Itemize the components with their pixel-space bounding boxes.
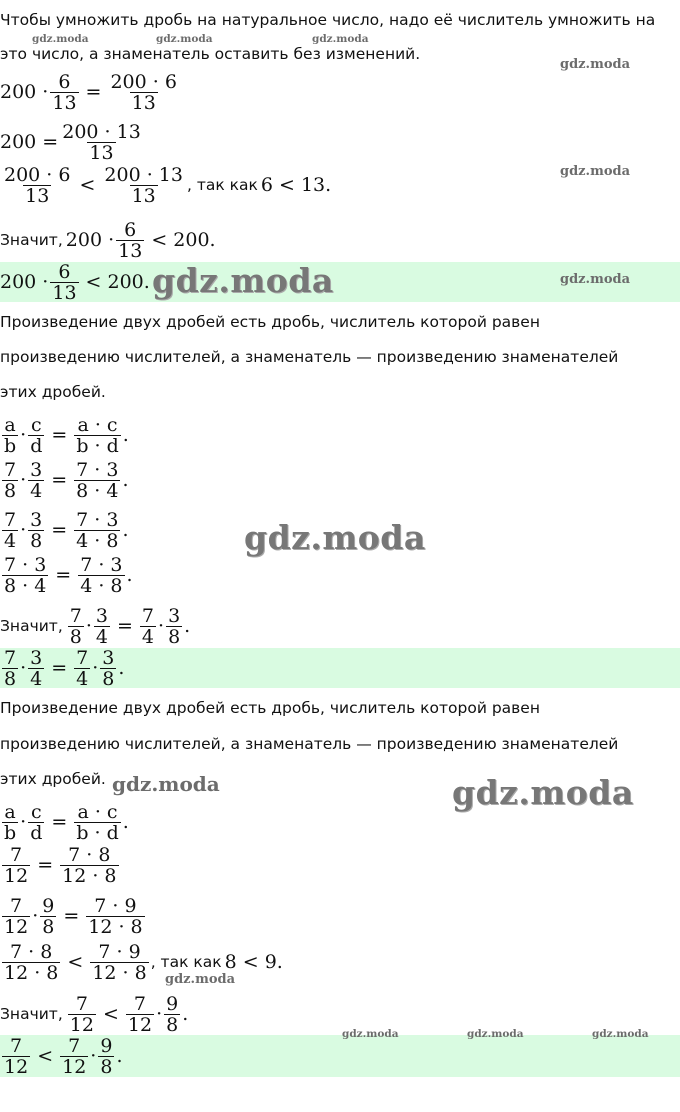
rule-text-line-2: произведению числителей, а знаменатель — произведению знаменателей <box>0 348 619 366</box>
watermark: gdz.moda <box>560 57 631 72</box>
formula-line: $\frac{a}{b}$ · $\frac{c}{d}$ = $\frac{a \cdot c}{b \cdot d}$ . <box>4 800 129 844</box>
answer-line: $\frac{7}{8}$ · $\frac{3}{4}$ = $\frac{7}{4}$ · $\frac{3}{8}$ . <box>4 646 125 690</box>
rule-text-line-3: этих дробей. <box>0 383 106 401</box>
math-line: 200 · $\frac{6}{13}$ = $\frac{200 \cdot 6}{13}$ <box>0 70 177 114</box>
rule-text-line-2: произведению числителей, а знаменатель — произведению знаменателей <box>0 735 619 753</box>
conclusion-line: Значит, $\frac{7}{12}$ < $\frac{7}{12}$ · $\frac{9}{8}$ . <box>0 992 189 1036</box>
math-line: $\frac{7}{4}$ · $\frac{3}{8}$ = $\frac{7 \cdot 3}{4 \cdot 8}$ . <box>4 508 129 552</box>
math-line: $\frac{7 \cdot 3}{8 \cdot 4}$ = $\frac{7 \cdot 3}{4 \cdot 8}$ . <box>4 553 133 597</box>
math-line: 200 = $\frac{200 \cdot 13}{13}$ <box>0 120 141 164</box>
watermark: gdz.moda <box>560 164 631 179</box>
answer-line: 200 · $\frac{6}{13}$ < 200. <box>0 260 150 304</box>
watermark: gdz.moda <box>244 518 426 557</box>
math-line: $\frac{7}{12}$ = $\frac{7 \cdot 8}{12 \cdot 8}$ <box>4 843 117 887</box>
watermark: gdz.moda <box>165 972 236 987</box>
rule-text-line-1: Чтобы умножить дробь на натуральное число, надо её числитель умножить на <box>0 11 656 29</box>
math-line: $\frac{7}{12}$ · $\frac{9}{8}$ = $\frac{7 \cdot 9}{12 \cdot 8}$ <box>4 894 143 938</box>
watermark: gdz.moda <box>112 772 220 796</box>
watermark: gdz.moda <box>560 272 631 287</box>
watermark: gdz.moda <box>312 33 369 45</box>
watermark: gdz.moda <box>156 33 213 45</box>
watermark: gdz.moda <box>467 1028 524 1040</box>
math-line: $\frac{7}{8}$ · $\frac{3}{4}$ = $\frac{7 \cdot 3}{8 \cdot 4}$ . <box>4 458 129 502</box>
conclusion-line: Значит, 200 · $\frac{6}{13}$ < 200. <box>0 218 216 262</box>
rule-text-line-2: это число, а знаменатель оставить без изменений. <box>0 45 421 63</box>
watermark: gdz.moda <box>592 1028 649 1040</box>
formula-line: $\frac{a}{b}$ · $\frac{c}{d}$ = $\frac{a \cdot c}{b \cdot d}$ . <box>4 413 129 457</box>
math-line: $\frac{200 \cdot 6}{13}$ < $\frac{200 \cdot 13}{13}$ , так как 6 < 13. <box>4 163 332 207</box>
watermark: gdz.moda <box>152 261 334 300</box>
rule-text-line-3: этих дробей. <box>0 770 106 788</box>
conclusion-line: Значит, $\frac{7}{8}$ · $\frac{3}{4}$ = $\frac{7}{4}$ · $\frac{3}{8}$ . <box>0 604 191 648</box>
math-line: $\frac{7 \cdot 8}{12 \cdot 8}$ < $\frac{7 \cdot 9}{12 \cdot 8}$ , так как 8 < 9. <box>4 940 283 984</box>
watermark: gdz.moda <box>32 33 89 45</box>
rule-text-line-1: Произведение двух дробей есть дробь, числитель которой равен <box>0 699 540 717</box>
watermark: gdz.moda <box>452 773 634 812</box>
watermark: gdz.moda <box>342 1028 399 1040</box>
answer-line: $\frac{7}{12}$ < $\frac{7}{12}$ · $\frac{9}{8}$ . <box>4 1034 123 1078</box>
rule-text-line-1: Произведение двух дробей есть дробь, числитель которой равен <box>0 313 540 331</box>
